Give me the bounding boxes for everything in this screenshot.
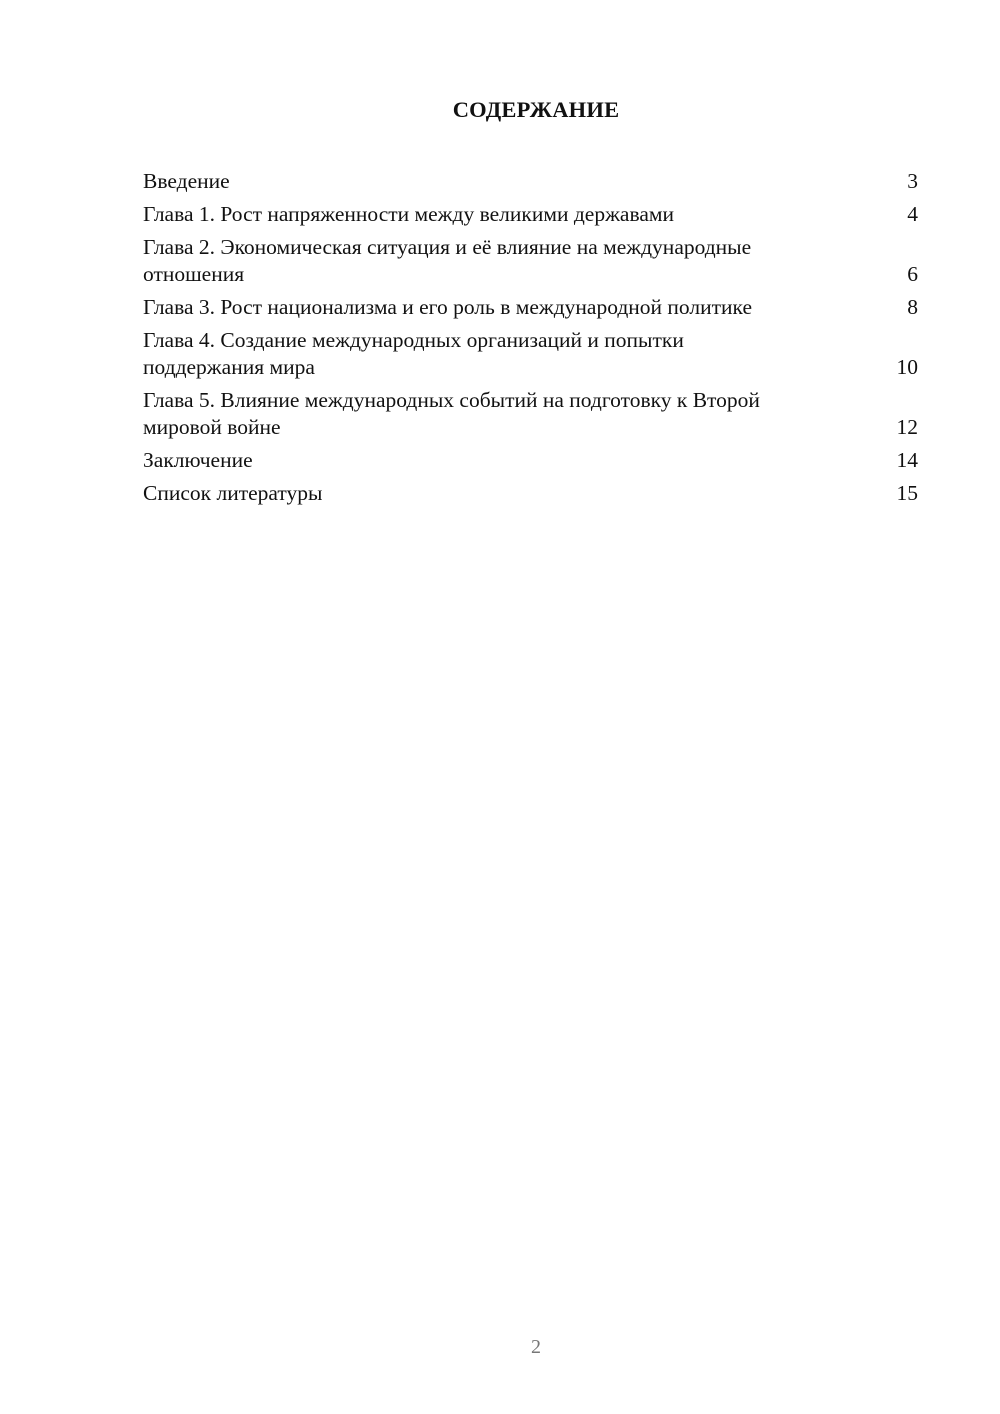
toc-entry-page: 6	[907, 262, 918, 286]
toc-entry-chapter-5	[143, 387, 918, 441]
toc-entry-bibliography	[143, 480, 918, 507]
toc-entry-chapter-2	[143, 234, 918, 288]
page-number: 2	[531, 1336, 541, 1358]
toc-entry-page: 3	[907, 169, 918, 193]
toc-entry-chapter-4	[143, 327, 918, 381]
toc-entry-chapter-3	[143, 294, 918, 321]
toc-entry-conclusion	[143, 447, 918, 474]
toc-entry-title: Глава 2. Экономическая ситуация и её влияние на международные отношения	[143, 235, 752, 286]
toc-entry-page: 12	[896, 415, 918, 439]
toc-entry-title: Глава 3. Рост национализма и его роль в международной политике	[143, 295, 752, 319]
toc-entry-page: 14	[896, 448, 918, 472]
toc-entry-title: Глава 1. Рост напряженности между великими державами	[143, 202, 674, 226]
toc-entry-page: 15	[896, 481, 918, 505]
toc-entry-page: 10	[896, 355, 918, 379]
table-of-contents	[143, 168, 918, 513]
page-title: СОДЕРЖАНИЕ	[452, 97, 620, 122]
toc-entry-title: Заключение	[143, 448, 253, 472]
toc-entry-title: Введение	[143, 169, 230, 193]
toc-entry-page: 8	[907, 295, 918, 319]
toc-entry-page: 4	[907, 202, 918, 226]
toc-entry-introduction	[143, 168, 918, 195]
toc-entry-title: Глава 5. Влияние международных событий на подготовку к Второй мировой войне	[143, 388, 760, 439]
toc-entry-chapter-1	[143, 201, 918, 228]
toc-entry-title: Глава 4. Создание международных организаций и попытки поддержания мира	[143, 328, 684, 379]
toc-entry-title: Список литературы	[143, 481, 323, 505]
